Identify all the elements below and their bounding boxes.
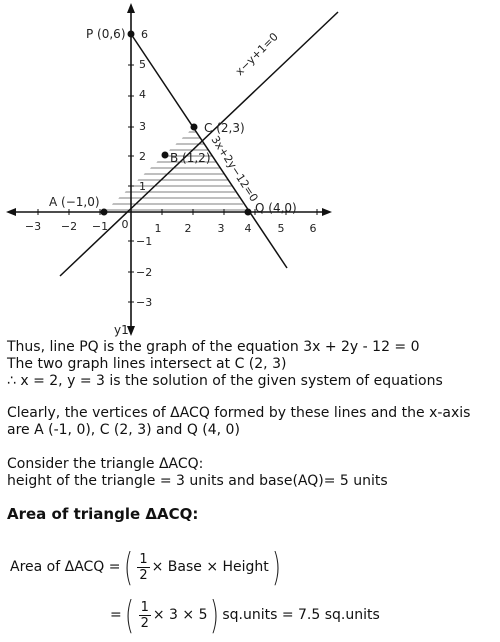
- label-point-b: B (1,2): [170, 151, 211, 165]
- label-point-q: Q (4,0): [255, 201, 297, 215]
- fraction-half: [137, 552, 149, 583]
- y-tick-label: −3: [136, 296, 153, 309]
- formula-equals: =: [110, 607, 122, 623]
- text-solution: ∴ x = 2, y = 3 is the solution of the given system of equations: [7, 373, 443, 389]
- fraction-numerator: 1: [139, 551, 148, 567]
- x-tick-label: 1: [154, 222, 162, 235]
- point-c: [191, 124, 198, 131]
- x-tick-label: −1: [91, 220, 109, 233]
- x-tick-labels: [25, 218, 317, 235]
- formula-body: × 3 × 5: [152, 607, 208, 623]
- fraction-denominator: 2: [140, 615, 149, 631]
- formula-result: sq.units = 7.5 sq.units: [222, 607, 380, 623]
- y-tick-label: −2: [136, 266, 153, 279]
- x-tick-label: 0: [121, 218, 129, 231]
- formula-prefix: Area of ΔACQ =: [10, 559, 121, 575]
- point-b: [162, 152, 169, 159]
- y-axis-arrow-top: [127, 3, 135, 13]
- label-line-x-y: x−y+1=0: [232, 30, 281, 79]
- x-tick-label: 3: [217, 222, 225, 235]
- formula-area-definition: [10, 545, 284, 589]
- fraction-half: [139, 600, 151, 631]
- heading-area: Area of triangle ΔACQ:: [7, 505, 199, 523]
- y-tick-label: 6: [141, 28, 148, 41]
- left-paren: (: [124, 593, 134, 637]
- fraction-numerator: 1: [140, 599, 149, 615]
- x-axis-arrow-right: [322, 208, 332, 216]
- text-vertices-2: are A (-1, 0), C (2, 3) and Q (4, 0): [7, 422, 240, 438]
- x-tick-label: 6: [309, 222, 317, 235]
- x-tick-label: −3: [24, 220, 42, 233]
- y-tick-label: 1: [139, 180, 146, 193]
- label-point-a: A (−1,0): [49, 195, 100, 209]
- text-vertices-1: Clearly, the vertices of ΔACQ formed by these lines and the x-axis: [7, 405, 471, 421]
- right-paren: ): [210, 593, 220, 637]
- point-a: [101, 209, 108, 216]
- text-consider: Consider the triangle ΔACQ:: [7, 456, 204, 472]
- fraction-denominator: 2: [139, 567, 148, 583]
- label-line-3x-2y: 3x+2y−12=0: [208, 133, 261, 205]
- label-point-c: C (2,3): [204, 121, 245, 135]
- x-tick-label: 5: [277, 222, 285, 235]
- line-x-minus-y-plus-1: [60, 12, 338, 276]
- label-y-axis: y1: [114, 323, 129, 337]
- text-height-base: height of the triangle = 3 units and base(AQ)= 5 units: [7, 473, 388, 489]
- text-line-pq-graph: Thus, line PQ is the graph of the equation 3x + 2y - 12 = 0: [7, 339, 420, 355]
- y-tick-label: 3: [139, 120, 146, 133]
- y-tick-label: 4: [139, 88, 146, 101]
- x-tick-label: −2: [60, 220, 78, 233]
- point-q: [245, 209, 252, 216]
- label-point-p: P (0,6): [86, 27, 126, 41]
- formula-body: × Base × Height: [151, 559, 269, 575]
- y-tick-label: −1: [136, 235, 153, 248]
- text-intersect: The two graph lines intersect at C (2, 3): [7, 356, 287, 372]
- y-tick-label: 2: [139, 150, 146, 163]
- x-tick-label: 4: [244, 222, 252, 235]
- x-tick-label: 2: [184, 222, 192, 235]
- point-p: [128, 31, 135, 38]
- y-tick-label: 5: [139, 58, 146, 71]
- left-paren: (: [123, 545, 133, 589]
- x-axis-arrow-left: [6, 208, 16, 216]
- right-paren: ): [271, 545, 281, 589]
- y-tick-labels: [136, 28, 152, 309]
- formula-area-value: [110, 593, 380, 637]
